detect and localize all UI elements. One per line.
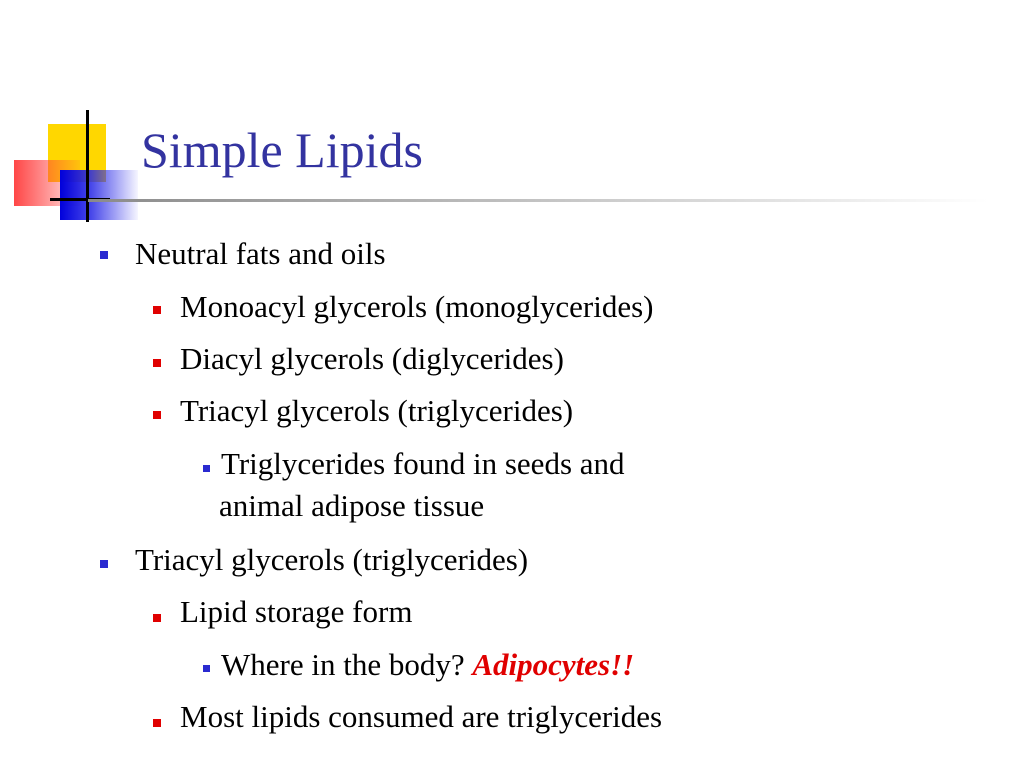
bullet-level2 — [153, 359, 161, 367]
bullet-level2 — [153, 306, 161, 314]
bullet-item-text: Where in the body? — [221, 647, 465, 682]
bullet-item: Neutral fats and oils — [135, 236, 386, 271]
bullet-item — [221, 647, 634, 683]
bullet-item: Monoacyl glycerols (monoglycerides) — [180, 289, 654, 324]
bullet-item: Triacyl glycerols (triglycerides) — [180, 393, 574, 428]
bullet-item-continuation: animal adipose tissue — [219, 488, 485, 523]
bullet-level2 — [153, 719, 161, 727]
bullet-item: Lipid storage form — [180, 594, 413, 629]
bullet-level2 — [153, 411, 161, 419]
bullet-level2 — [153, 614, 161, 622]
bullet-item: Most lipids consumed are triglycerides — [180, 699, 663, 734]
bullet-item: Diacyl glycerols (diglycerides) — [180, 341, 564, 376]
bullet-item: Triacyl glycerols (triglycerides) — [135, 542, 529, 577]
bullet-level1 — [100, 251, 108, 259]
emphasis-text: Adipocytes!! — [472, 647, 635, 682]
bullet-level1 — [100, 560, 108, 568]
bullet-level3 — [203, 465, 210, 472]
slide-title: Simple Lipids — [141, 122, 423, 178]
bullet-level3 — [203, 665, 210, 672]
bullet-item: Triglycerides found in seeds and — [221, 446, 625, 481]
